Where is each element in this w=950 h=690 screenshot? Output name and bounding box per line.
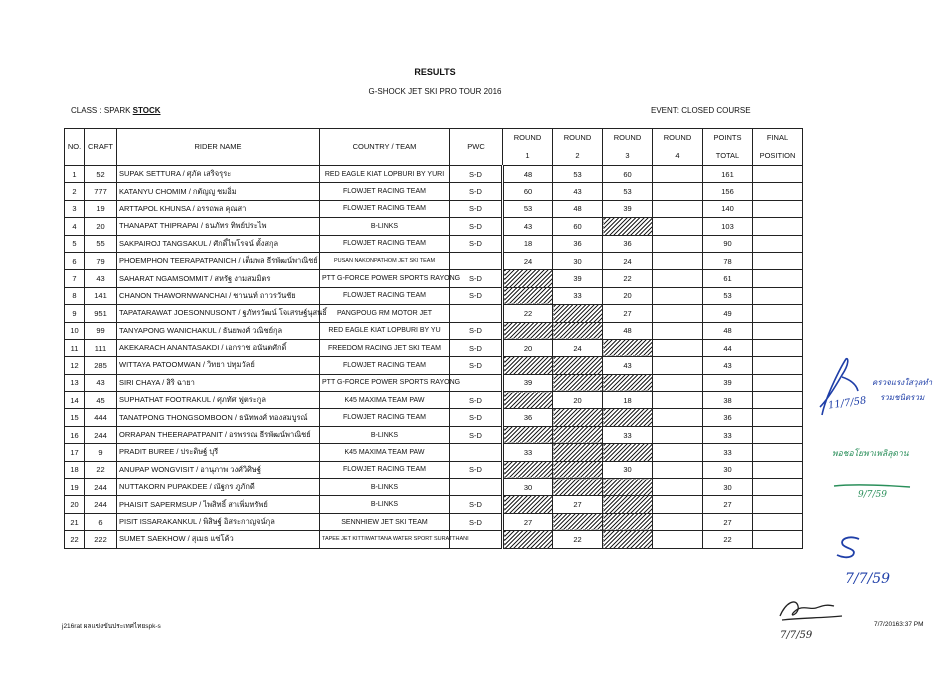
blue-note-line2: รวมชนิดรวม: [880, 393, 925, 402]
cell-r1: 24: [503, 252, 553, 269]
cell-rider: PHOEMPHON TEERAPATPANICH / เต็มพล ธีรพัฒน์พาณิชย์: [117, 252, 320, 269]
cell-rider: WITTAYA PATOOMWAN / วิทยา ปทุมวัลย์: [117, 357, 320, 374]
cell-pwc: S-D: [450, 426, 503, 443]
table-row: [65, 409, 803, 426]
table-row: [65, 479, 803, 496]
cell-craft: 99: [85, 322, 117, 339]
cell-craft: 222: [85, 531, 117, 548]
cell-r4: [653, 166, 703, 183]
cell-r1: [503, 287, 553, 304]
cell-craft: 43: [85, 270, 117, 287]
cell-total: 33: [703, 444, 753, 461]
cell-team: FLOWJET RACING TEAM: [320, 287, 450, 304]
cell-final: [753, 235, 803, 252]
cell-team: B-LINKS: [320, 496, 450, 513]
cell-team: FLOWJET RACING TEAM: [320, 183, 450, 200]
cell-r3: 24: [603, 252, 653, 269]
cell-craft: 244: [85, 496, 117, 513]
cell-pwc: [450, 252, 503, 269]
cell-craft: 43: [85, 374, 117, 391]
cell-craft: 79: [85, 252, 117, 269]
cell-pwc: S-D: [450, 339, 503, 356]
cell-r4: [653, 392, 703, 409]
table-row: [65, 287, 803, 304]
cell-r3: 36: [603, 235, 653, 252]
cell-team: FLOWJET RACING TEAM: [320, 200, 450, 217]
cell-r3: [603, 496, 653, 513]
cell-craft: 111: [85, 339, 117, 356]
cell-r2: 33: [553, 287, 603, 304]
cell-r2: [553, 409, 603, 426]
cell-final: [753, 305, 803, 322]
cell-rider: ANUPAP WONGVISIT / อานุภาพ วงศ์วิศิษฐ์: [117, 461, 320, 478]
cell-no: 13: [65, 374, 85, 391]
cell-pwc: S-D: [450, 461, 503, 478]
cell-total: 103: [703, 218, 753, 235]
cell-craft: 444: [85, 409, 117, 426]
class-label-text: CLASS : SPARK: [71, 106, 133, 115]
cell-rider: THANAPAT THIPRAPAI / ธนภัทร ทิพย์ประไพ: [117, 218, 320, 235]
cell-no: 18: [65, 461, 85, 478]
cell-r4: [653, 357, 703, 374]
cell-rider: PHAISIT SAPERMSUP / ไพสิทธิ์ สาเพิ่มทรัพย์: [117, 496, 320, 513]
cell-no: 19: [65, 479, 85, 496]
cell-no: 21: [65, 513, 85, 530]
cell-total: 38: [703, 392, 753, 409]
cell-total: 33: [703, 426, 753, 443]
cell-craft: 244: [85, 479, 117, 496]
cell-team: PTT G-FORCE POWER SPORTS RAYONG: [320, 374, 450, 391]
cell-no: 11: [65, 339, 85, 356]
cell-rider: TANATPONG THONGSOMBOON / ธนัทพงศ์ ทองสมบูรณ์: [117, 409, 320, 426]
cell-team: RED EAGLE KIAT LOPBURI BY YU: [320, 322, 450, 339]
cell-r1: [503, 357, 553, 374]
cell-pwc: S-D: [450, 200, 503, 217]
cell-r1: 36: [503, 409, 553, 426]
cell-final: [753, 531, 803, 548]
cell-r2: [553, 374, 603, 391]
cell-pwc: S-D: [450, 513, 503, 530]
cell-r2: 20: [553, 392, 603, 409]
cell-no: 1: [65, 166, 85, 183]
table-row: [65, 461, 803, 478]
cell-r3: [603, 374, 653, 391]
cell-r1: 48: [503, 166, 553, 183]
cell-r3: 22: [603, 270, 653, 287]
cell-r2: [553, 461, 603, 478]
table-row: [65, 531, 803, 548]
cell-r4: [653, 496, 703, 513]
cell-rider: ORRAPAN THEERAPATPANIT / อรพรรณ ธีรพัฒน์พาณิชย์: [117, 426, 320, 443]
cell-no: 15: [65, 409, 85, 426]
cell-total: 27: [703, 496, 753, 513]
cell-r1: [503, 392, 553, 409]
cell-final: [753, 322, 803, 339]
cell-r1: 22: [503, 305, 553, 322]
cell-no: 4: [65, 218, 85, 235]
cell-r4: [653, 218, 703, 235]
cell-total: 161: [703, 166, 753, 183]
cell-team: B-LINKS: [320, 426, 450, 443]
cell-craft: 244: [85, 426, 117, 443]
cell-r3: 33: [603, 426, 653, 443]
cell-r1: 33: [503, 444, 553, 461]
cell-final: [753, 287, 803, 304]
cell-r4: [653, 270, 703, 287]
cell-r4: [653, 252, 703, 269]
cell-total: 43: [703, 357, 753, 374]
col-round-3: ROUND 3: [603, 129, 653, 166]
cell-r3: [603, 218, 653, 235]
cell-pwc: S-D: [450, 287, 503, 304]
cell-team: PTT G-FORCE POWER SPORTS RAYONG: [320, 270, 450, 287]
cell-r1: [503, 426, 553, 443]
cell-r2: 60: [553, 218, 603, 235]
cell-rider: SUMET SAEKHOW / สุเมธ แซ่โค้ว: [117, 531, 320, 548]
col-points-total: POINTS TOTAL: [703, 129, 753, 166]
results-table: [64, 128, 803, 549]
cell-r2: [553, 444, 603, 461]
cell-rider: SIRI CHAYA / สิริ ฉายา: [117, 374, 320, 391]
cell-r3: [603, 479, 653, 496]
table-row: [65, 305, 803, 322]
col-no: NO.: [65, 129, 85, 166]
col-team: COUNTRY / TEAM: [320, 129, 450, 166]
table-row: [65, 270, 803, 287]
cell-craft: 9: [85, 444, 117, 461]
cell-rider: SAHARAT NGAMSOMMIT / สหรัฐ งามสมมิตร: [117, 270, 320, 287]
cell-craft: 20: [85, 218, 117, 235]
cell-final: [753, 426, 803, 443]
cell-r3: 60: [603, 166, 653, 183]
table-row: [65, 166, 803, 183]
cell-r4: [653, 444, 703, 461]
cell-total: 53: [703, 287, 753, 304]
cell-team: B-LINKS: [320, 479, 450, 496]
cell-r2: 30: [553, 252, 603, 269]
class-value: STOCK: [132, 106, 161, 115]
cell-rider: TANYAPONG WANICHAKUL / ธันยพงศ์ วณิชย์กุล: [117, 322, 320, 339]
cell-total: 30: [703, 461, 753, 478]
col-round-1: ROUND 1: [503, 129, 553, 166]
cell-no: 5: [65, 235, 85, 252]
cell-team: PUSAN NAKONPATHOM JET SKI TEAM: [320, 252, 450, 269]
table-row: [65, 513, 803, 530]
cell-final: [753, 252, 803, 269]
cell-r3: [603, 513, 653, 530]
cell-r4: [653, 183, 703, 200]
cell-total: 39: [703, 374, 753, 391]
cell-rider: SAKPAIROJ TANGSAKUL / ศักดิ์ไพโรจน์ ตั้งสกุล: [117, 235, 320, 252]
cell-no: 12: [65, 357, 85, 374]
cell-total: 78: [703, 252, 753, 269]
cell-rider: SUPHATHAT FOOTRAKUL / ศุภทัศ ฟูตระกูล: [117, 392, 320, 409]
cell-pwc: S-D: [450, 235, 503, 252]
cell-r3: 18: [603, 392, 653, 409]
cell-r4: [653, 513, 703, 530]
cell-total: 140: [703, 200, 753, 217]
cell-r1: 30: [503, 479, 553, 496]
cell-craft: 777: [85, 183, 117, 200]
cell-r4: [653, 374, 703, 391]
blue-date-2: 7/7/59: [845, 571, 891, 587]
cell-r2: [553, 426, 603, 443]
black-date: 7/7/59: [780, 630, 813, 641]
cell-team: TAPEE JET KITTIWATTANA WATER SPORT SURATTHANI: [320, 531, 450, 548]
cell-r1: 60: [503, 183, 553, 200]
cell-craft: 22: [85, 461, 117, 478]
cell-r4: [653, 426, 703, 443]
cell-r4: [653, 287, 703, 304]
cell-r2: 22: [553, 531, 603, 548]
cell-craft: 52: [85, 166, 117, 183]
cell-craft: 141: [85, 287, 117, 304]
col-round-2: ROUND 2: [553, 129, 603, 166]
cell-craft: 55: [85, 235, 117, 252]
cell-r1: 18: [503, 235, 553, 252]
cell-rider: PRADIT BUREE / ประดิษฐ์ บุรี: [117, 444, 320, 461]
green-date: 9/7/59: [858, 490, 887, 500]
cell-r1: [503, 531, 553, 548]
cell-rider: CHANON THAWORNWANCHAI / ชานนท์ ถาวรวันชัย: [117, 287, 320, 304]
cell-no: 6: [65, 252, 85, 269]
cell-total: 27: [703, 513, 753, 530]
col-round-4: ROUND 4: [653, 129, 703, 166]
cell-team: PANGPOUG RM MOTOR JET: [320, 305, 450, 322]
cell-team: FLOWJET RACING TEAM: [320, 235, 450, 252]
cell-r4: [653, 322, 703, 339]
cell-final: [753, 200, 803, 217]
cell-r2: [553, 479, 603, 496]
header-row: [65, 129, 803, 166]
cell-no: 16: [65, 426, 85, 443]
cell-pwc: S-D: [450, 357, 503, 374]
cell-rider: TAPATARAWAT JOESONNUSONT / ฐภัทรวัฒน์ โจเสรษฐ์นุสนธิ์: [117, 305, 320, 322]
cell-no: 9: [65, 305, 85, 322]
cell-team: B-LINKS: [320, 218, 450, 235]
cell-r3: 48: [603, 322, 653, 339]
cell-craft: 6: [85, 513, 117, 530]
table-row: [65, 426, 803, 443]
cell-craft: 19: [85, 200, 117, 217]
cell-r4: [653, 531, 703, 548]
cell-no: 7: [65, 270, 85, 287]
table-row: [65, 322, 803, 339]
cell-r1: [503, 270, 553, 287]
event-label: EVENT: CLOSED COURSE: [651, 106, 751, 115]
cell-craft: 951: [85, 305, 117, 322]
cell-r4: [653, 339, 703, 356]
cell-r1: [503, 322, 553, 339]
cell-craft: 285: [85, 357, 117, 374]
cell-team: FLOWJET RACING TEAM: [320, 409, 450, 426]
cell-final: [753, 166, 803, 183]
cell-r2: [553, 513, 603, 530]
blue-signature-2: [835, 535, 865, 560]
cell-team: FLOWJET RACING TEAM: [320, 357, 450, 374]
cell-total: 61: [703, 270, 753, 287]
cell-final: [753, 374, 803, 391]
cell-total: 90: [703, 235, 753, 252]
cell-r1: [503, 461, 553, 478]
table-row: [65, 392, 803, 409]
footer-filename: j216rat ผลแข่งขันประเทศไทยspk-s: [62, 623, 161, 630]
table-row: [65, 200, 803, 217]
blue-note-line1: ครวจแรงใสวุลทำ: [872, 378, 933, 387]
cell-final: [753, 392, 803, 409]
cell-r3: 20: [603, 287, 653, 304]
cell-rider: NUTTAKORN PUPAKDEE / ณัฐกร ภูภักดี: [117, 479, 320, 496]
cell-team: FREEDOM RACING JET SKI TEAM: [320, 339, 450, 356]
cell-r4: [653, 305, 703, 322]
table-row: [65, 218, 803, 235]
cell-no: 17: [65, 444, 85, 461]
cell-r1: 20: [503, 339, 553, 356]
table-row: [65, 235, 803, 252]
cell-r1: 39: [503, 374, 553, 391]
cell-final: [753, 513, 803, 530]
cell-r1: 27: [503, 513, 553, 530]
cell-r4: [653, 479, 703, 496]
cell-total: 44: [703, 339, 753, 356]
cell-r1: [503, 496, 553, 513]
cell-total: 36: [703, 409, 753, 426]
green-underline: [832, 482, 912, 490]
cell-final: [753, 444, 803, 461]
green-note: พอชอโยพาเพลิลุดาน: [832, 449, 909, 459]
cell-total: 30: [703, 479, 753, 496]
cell-team: RED EAGLE KIAT LOPBURI BY YURI: [320, 166, 450, 183]
cell-no: 14: [65, 392, 85, 409]
event-subtitle: G-SHOCK JET SKI PRO TOUR 2016: [368, 87, 502, 96]
cell-no: 2: [65, 183, 85, 200]
cell-final: [753, 409, 803, 426]
cell-r4: [653, 200, 703, 217]
cell-final: [753, 496, 803, 513]
cell-r3: 27: [603, 305, 653, 322]
cell-r3: 43: [603, 357, 653, 374]
cell-rider: PISIT ISSARAKANKUL / พิสิษฐ์ อิสระกาญจน์กุล: [117, 513, 320, 530]
cell-r1: 43: [503, 218, 553, 235]
cell-no: 20: [65, 496, 85, 513]
blue-date-1: 11/7/58: [827, 395, 868, 412]
cell-r3: [603, 444, 653, 461]
table-row: [65, 339, 803, 356]
cell-pwc: S-D: [450, 409, 503, 426]
footer-timestamp: 7/7/20163:37 PM: [874, 621, 924, 628]
cell-pwc: S-D: [450, 322, 503, 339]
cell-team: FLOWJET RACING TEAM: [320, 461, 450, 478]
table-row: [65, 496, 803, 513]
cell-no: 22: [65, 531, 85, 548]
cell-final: [753, 479, 803, 496]
cell-r3: 39: [603, 200, 653, 217]
cell-r4: [653, 235, 703, 252]
cell-r2: 43: [553, 183, 603, 200]
cell-craft: 45: [85, 392, 117, 409]
cell-total: 48: [703, 322, 753, 339]
cell-r4: [653, 409, 703, 426]
cell-r4: [653, 461, 703, 478]
cell-rider: SUPAK SETTURA / ศุภัค เสริจรุระ: [117, 166, 320, 183]
cell-r3: [603, 339, 653, 356]
cell-final: [753, 218, 803, 235]
cell-r2: 36: [553, 235, 603, 252]
cell-r2: [553, 322, 603, 339]
cell-no: 8: [65, 287, 85, 304]
cell-r3: [603, 409, 653, 426]
cell-r2: [553, 357, 603, 374]
col-final-position: FINAL POSITION: [753, 129, 803, 166]
cell-pwc: S-D: [450, 270, 503, 287]
cell-pwc: [450, 444, 503, 461]
cell-r3: [603, 531, 653, 548]
cell-r2: 39: [553, 270, 603, 287]
cell-total: 49: [703, 305, 753, 322]
cell-total: 156: [703, 183, 753, 200]
cell-r2: [553, 305, 603, 322]
class-label: [71, 106, 161, 115]
cell-rider: KATANYU CHOMIM / กตัญญู ชมอิ่ม: [117, 183, 320, 200]
table-row: [65, 374, 803, 391]
col-craft: CRAFT: [85, 129, 117, 166]
cell-r3: 30: [603, 461, 653, 478]
cell-team: SENNHIEW JET SKI TEAM: [320, 513, 450, 530]
cell-rider: ARTTAPOL KHUNSA / อรรถพล คุณสา: [117, 200, 320, 217]
cell-final: [753, 339, 803, 356]
cell-r1: 53: [503, 200, 553, 217]
cell-pwc: [450, 479, 503, 496]
cell-r2: 24: [553, 339, 603, 356]
black-signature: [776, 596, 846, 624]
col-rider: RIDER NAME: [117, 129, 320, 166]
cell-final: [753, 357, 803, 374]
col-pwc: PWC: [450, 129, 503, 166]
cell-r2: 27: [553, 496, 603, 513]
cell-team: K45 MAXIMA TEAM PAW: [320, 392, 450, 409]
cell-final: [753, 461, 803, 478]
cell-final: [753, 270, 803, 287]
cell-pwc: S-D: [450, 496, 503, 513]
page-title: RESULTS: [414, 67, 456, 77]
cell-no: 3: [65, 200, 85, 217]
cell-r2: 53: [553, 166, 603, 183]
cell-pwc: S-D: [450, 392, 503, 409]
cell-no: 10: [65, 322, 85, 339]
blue-signature-1: [812, 355, 862, 425]
cell-team: K45 MAXIMA TEAM PAW: [320, 444, 450, 461]
cell-pwc: [450, 305, 503, 322]
table-row: [65, 444, 803, 461]
cell-r3: 53: [603, 183, 653, 200]
table-row: [65, 183, 803, 200]
cell-pwc: S-D: [450, 218, 503, 235]
cell-total: 22: [703, 531, 753, 548]
cell-pwc: S-D: [450, 183, 503, 200]
table-row: [65, 252, 803, 269]
table-row: [65, 357, 803, 374]
cell-r2: 48: [553, 200, 603, 217]
cell-rider: AKEKARACH ANANTASAKDI / เอกราช อนันตศักดิ์: [117, 339, 320, 356]
cell-final: [753, 183, 803, 200]
cell-pwc: S-D: [450, 166, 503, 183]
